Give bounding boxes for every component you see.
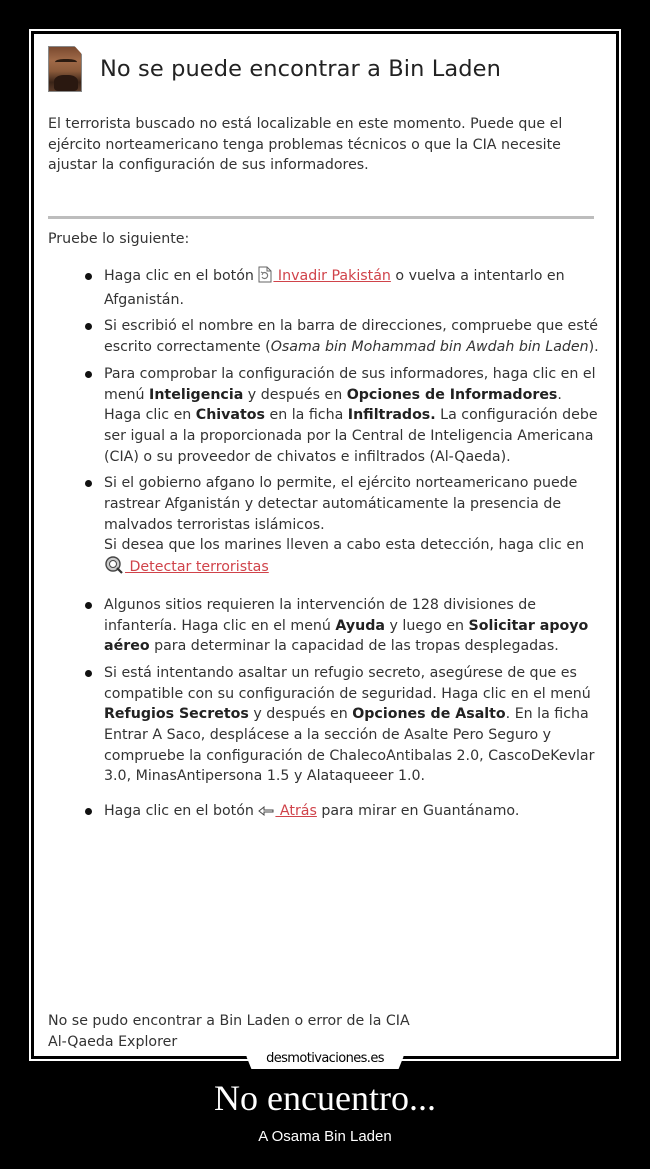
tip-back: Haga clic en el botón Atrás para mirar en Guantánamo.: [104, 801, 599, 825]
try-label: Pruebe lo siguiente:: [48, 231, 190, 247]
footer-browser-name: Al-Qaeda Explorer: [48, 1034, 178, 1050]
tip-infantry: Algunos sitios requieren la intervención de 128 divisiones de infantería. Haga clic en el menú Ayuda y luego en Solicitar apoyo aéreo para determinar la capacidad de las tropas desplegadas.: [104, 595, 599, 657]
detect-magnifier-icon[interactable]: [104, 556, 124, 581]
back-link[interactable]: Atrás: [275, 803, 317, 820]
tip-assault: Si está intentando asaltar un refugio secreto, asegúrese de que es compatible con su configuración de seguridad. Haga clic en el menú Refugios Secretos y después en Opciones de Asalto. En la ficha Entrar A Saco, desplácese a la sección de Asalte Pero Seguro y compruebe la configuración de ChalecoAntibalas 2.0, CascoDeKevlar 3.0, MinasAntipersona 1.5 y Alataqueeer 1.0.: [104, 663, 599, 787]
tip-invade: Haga clic en el botón Invadir Pakistán o vuelva a intentarlo en Afganistán.: [104, 266, 599, 310]
detect-terrorists-link[interactable]: Detectar terroristas: [125, 559, 269, 576]
divider: [48, 216, 594, 219]
invade-pakistan-link[interactable]: Invadir Pakistán: [273, 268, 391, 284]
watermark-text: desmotivaciones.es: [266, 1051, 384, 1066]
page-header: [48, 46, 501, 92]
caption-title: No encuentro...: [214, 1078, 436, 1118]
refresh-page-icon[interactable]: [258, 266, 272, 290]
caption-subtitle: A Osama Bin Laden: [258, 1128, 392, 1145]
page-footer: [48, 1011, 410, 1053]
full-name: Osama bin Mohammad bin Awdah bin Laden: [270, 339, 589, 356]
tips-list: [104, 266, 599, 831]
tip-detect: Si el gobierno afgano lo permite, el ejército norteamericano puede rastrear Afganistán y detectar automáticamente la presencia de malvados terroristas islámicos. Si desea que los marines lleven a cabo esta detección, haga clic en Detectar terroristas: [104, 473, 599, 581]
tip-informers: Para comprobar la configuración de sus informadores, haga clic en el menú Inteligencia y después en Opciones de Informadores. Haga clic en Chivatos en la ficha Infiltrados. La configuración debe ser igual a la proporcionada por la Central de Inteligencia Americana (CIA) o su proveedor de chivatos e infiltrados (Al-Qaeda).: [104, 364, 599, 468]
back-arrow-icon[interactable]: [258, 804, 274, 825]
osama-document-icon: [48, 46, 82, 92]
intro-text: El terrorista buscado no está localizable en este momento. Puede que el ejército norteamericano tenga problemas técnicos o que la CIA necesite ajustar la configuración de sus informadores.: [48, 116, 563, 173]
page-title: No se puede encontrar a Bin Laden: [100, 56, 501, 82]
tip-spelling: Si escribió el nombre en la barra de direcciones, compruebe que esté escrito correctamente (Osama bin Mohammad bin Awdah bin Laden).: [104, 316, 599, 357]
error-page-panel: [34, 34, 616, 1056]
footer-error-line: No se pudo encontrar a Bin Laden o error de la CIA: [48, 1013, 410, 1029]
